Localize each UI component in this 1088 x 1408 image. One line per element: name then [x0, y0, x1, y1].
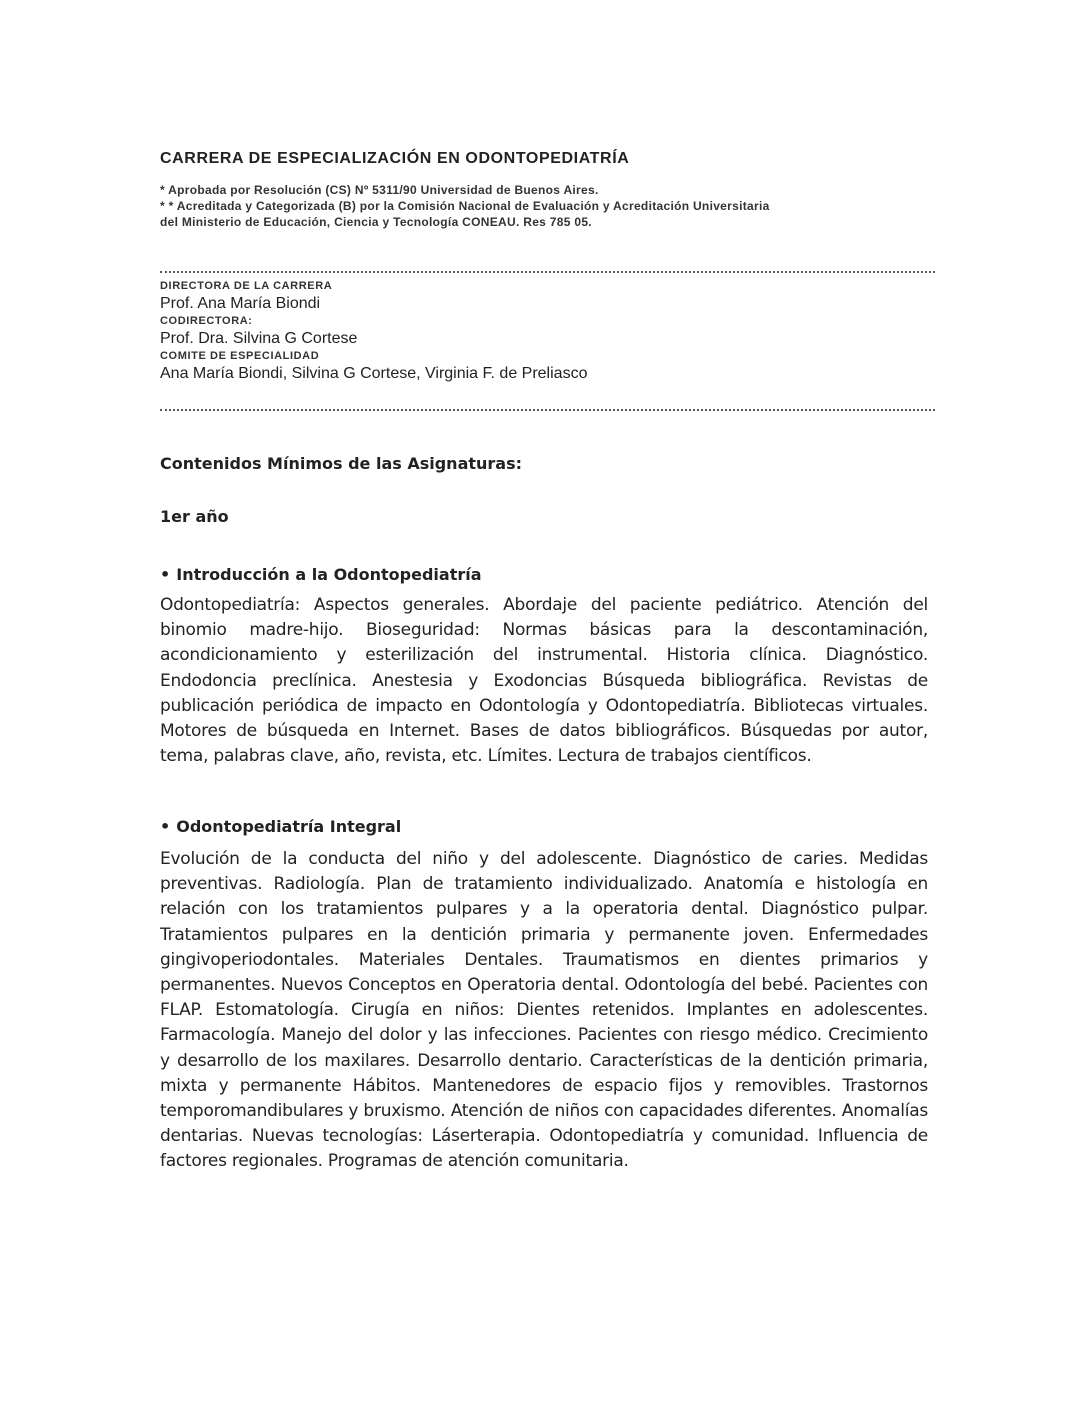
- dotted-divider-top: [160, 271, 935, 273]
- director-role-label: DIRECTORA DE LA CARRERA: [160, 280, 333, 292]
- subject-description-integral: Evolución de la conducta del niño y del adolescente. Diagnóstico de caries. Medidas preventivas. Radiología. Plan de tratamiento individualizado. Anatomía e histología en relación con los tratamientos pulpares y a la operatoria dental. Diagnóstico pulpar. Tratamientos pulpares en la dentición primaria y permanente joven. Enfermedades gingivoperiodontales. Materiales Dentales. Traumatismos en dientes primarios y permanentes. Nuevos Conceptos en Operatoria dental. Odontología del bebé. Pacientes con FLAP. Estomatología. Cirugía en niños: Dientes retenidos. Implantes en adolescentes. Farmacología. Manejo del dolor y las infecciones. Pacientes con riesgo médico. Crecimiento y desarrollo de los maxilares. Desarrollo dentario. Características de la dentición primaria, mixta y permanente Hábitos. Mantenedores de espacio fijos y removibles. Trastornos temporomandibulares y bruxismo. Atención de niños con capacidades diferentes. Anomalías dentarias. Nuevas tecnologías: Láserterapia. Odontopediatría y comunidad. Influencia de factores regionales. Programas de atención comunitaria.: [160, 849, 928, 1172]
- bullet-icon: •: [160, 565, 171, 584]
- codirector-role-label: CODIRECTORA:: [160, 315, 253, 327]
- subject-title: Odontopediatría Integral: [176, 817, 402, 836]
- subject-title: Introducción a la Odontopediatría: [176, 565, 482, 584]
- codirector-name: Prof. Dra. Silvina G Cortese: [160, 330, 358, 347]
- approval-line: * Aprobada por Resolución (CS) Nº 5311/90 Universidad de Buenos Aires.: [160, 183, 599, 197]
- dotted-divider-bottom: [160, 409, 935, 411]
- year-heading: 1er año: [160, 507, 229, 526]
- accreditation-line: * * Acreditada y Categorizada (B) por la Comisión Nacional de Evaluación y Acreditación Universitaria: [160, 199, 770, 213]
- subject-heading-intro: [160, 565, 482, 584]
- subject-description-intro: Odontopediatría: Aspectos generales. Abordaje del paciente pediátrico. Atención del binomio madre-hijo. Bioseguridad: Normas básicas para la descontaminación, acondicionamiento y esterilización del instrumental. Historia clínica. Diagnóstico. Endodoncia preclínica. Anestesia y Exodoncias Búsqueda bibliográfica. Revistas de publicación periódica de impacto en Odontología y Odontopediatría. Bibliotecas virtuales. Motores de búsqueda en Internet. Bases de datos bibliográficos. Búsquedas por autor, tema, palabras clave, año, revista, etc. Límites. Lectura de trabajos científicos.: [160, 595, 928, 767]
- accreditation-line-continued: del Ministerio de Educación, Ciencia y Tecnología CONEAU. Res 785 05.: [160, 215, 592, 229]
- document-title: CARRERA DE ESPECIALIZACIÓN EN ODONTOPEDIATRÍA: [160, 150, 630, 167]
- staff-block: [160, 279, 935, 384]
- committee-role-label: COMITE DE ESPECIALIDAD: [160, 350, 320, 362]
- committee-members: Ana María Biondi, Silvina G Cortese, Virginia F. de Preliasco: [160, 365, 588, 382]
- director-name: Prof. Ana María Biondi: [160, 295, 321, 312]
- approval-notes: [160, 182, 935, 230]
- bullet-icon: •: [160, 817, 171, 836]
- contents-heading: Contenidos Mínimos de las Asignaturas:: [160, 454, 523, 473]
- subject-heading-integral: [160, 817, 401, 836]
